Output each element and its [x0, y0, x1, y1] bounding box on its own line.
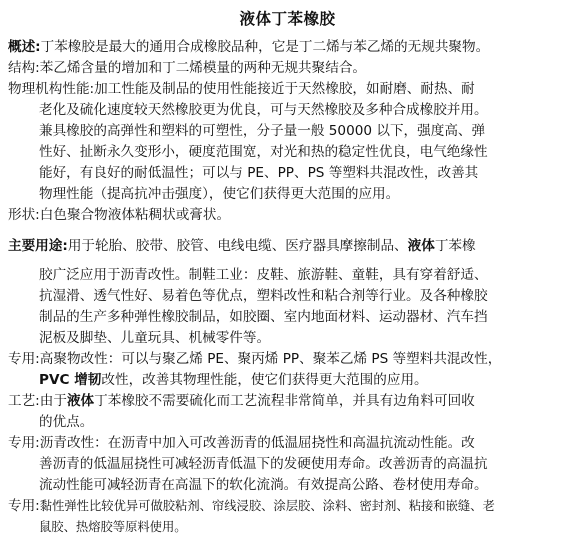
special1-label: 专用: [8, 351, 40, 367]
uses-line-2: 胶广泛应用于沥青改性。制鞋工业：皮鞋、旅游鞋、童鞋，具有穿着舒适、 [39, 267, 488, 283]
process-label: 工艺: [8, 393, 40, 409]
shape-label: 形状: [8, 207, 40, 223]
special3-line-1: 专用:黏性弹性比较优异可做胶粘剂、帘线浸胶、涂层胶、涂料、密封剂、粘接和嵌缝、老 [8, 498, 495, 514]
section-gap [8, 226, 567, 236]
special2-line-2: 善沥青的低温屈挠性可减轻沥青低温下的发硬使用寿命。改善沥青的高温抗 [39, 456, 488, 472]
overview-label: 概述: [8, 39, 41, 55]
special2-line-1: 专用:沥青改性：在沥青中加入可改善沥青的低温屈挠性和高温抗流动性能。改 [8, 435, 475, 451]
process-line-1: 工艺:由于液体丁苯橡胶不需要硫化而工艺流程非常简单，并具有边角料可回收 [8, 393, 475, 409]
uses-line-1: 主要用途:用于轮胎、胶带、胶管、电线电缆、医疗器具摩擦制品、液体丁苯橡 [8, 238, 476, 254]
overview-line: 概述:丁苯橡胶是最大的通用合成橡胶品种，它是丁二烯与苯乙烯的无规共聚物。 [8, 39, 490, 55]
physical-line-1: 物理机构性能:加工性能及制品的使用性能接近于天然橡胶，如耐磨、耐热、耐 [8, 81, 475, 97]
special2-line-3: 流动性能可减轻沥青在高温下的软化流淌。有效提高公路、卷材使用寿命。 [39, 477, 488, 493]
physical-line-6: 物理性能（提高抗冲击强度），使它们获得更大范围的应用。 [39, 186, 400, 202]
uses-line-5: 泥板及脚垫、儿童玩具、机械零件等。 [39, 330, 271, 346]
uses-line-4: 制品的生产多种弹性橡胶制品，如胶圈、室内地面材料、运动器材、汽车挡 [39, 309, 488, 325]
process-line-2: 的优点。 [39, 414, 94, 430]
uses-line-3: 抗湿滑、透气性好、易着色等优点，塑料改性和粘合剂等行业。及各种橡胶 [39, 288, 488, 304]
structure-line: 结构:苯乙烯含量的增加和丁二烯模量的两种无规共聚结合。 [8, 60, 367, 76]
physical-line-2: 老化及硫化速度较天然橡胶更为优良，可与天然橡胶及多种合成橡胶并用。 [39, 102, 488, 118]
uses-label: 主要用途: [8, 238, 68, 254]
special3-label: 专用: [8, 498, 40, 514]
special1-line-2: PVC 增韧改性，改善其物理性能，使它们获得更大范围的应用。 [39, 372, 428, 388]
shape-line: 形状:白色聚合物液体粘稠状或膏状。 [8, 207, 231, 223]
physical-line-4: 性好、扯断永久变形小，硬度范围宽，对光和热的稳定性优良，电气绝缘性 [39, 144, 488, 160]
special2-label: 专用: [8, 435, 40, 451]
physical-label: 物理机构性能: [8, 81, 95, 97]
special1-line-1: 专用:高聚物改性：可以与聚乙烯 PE、聚丙烯 PP、聚苯乙烯 PS 等塑料共混改性， [8, 351, 502, 367]
physical-line-3: 兼具橡胶的高弹性和塑料的可塑性，分子量一般 50000 以下，强度高、弹 [39, 123, 486, 139]
structure-label: 结构: [8, 60, 40, 76]
special3-line-2: 鼠胶、热熔胶等原料使用。 [39, 520, 187, 534]
physical-line-5: 能好，有良好的耐低温性；可以与 PE、PP、PS 等塑料共混改性，改善其 [39, 165, 479, 181]
section-gap [8, 257, 567, 265]
document-title: 液体丁苯橡胶 [239, 10, 336, 28]
